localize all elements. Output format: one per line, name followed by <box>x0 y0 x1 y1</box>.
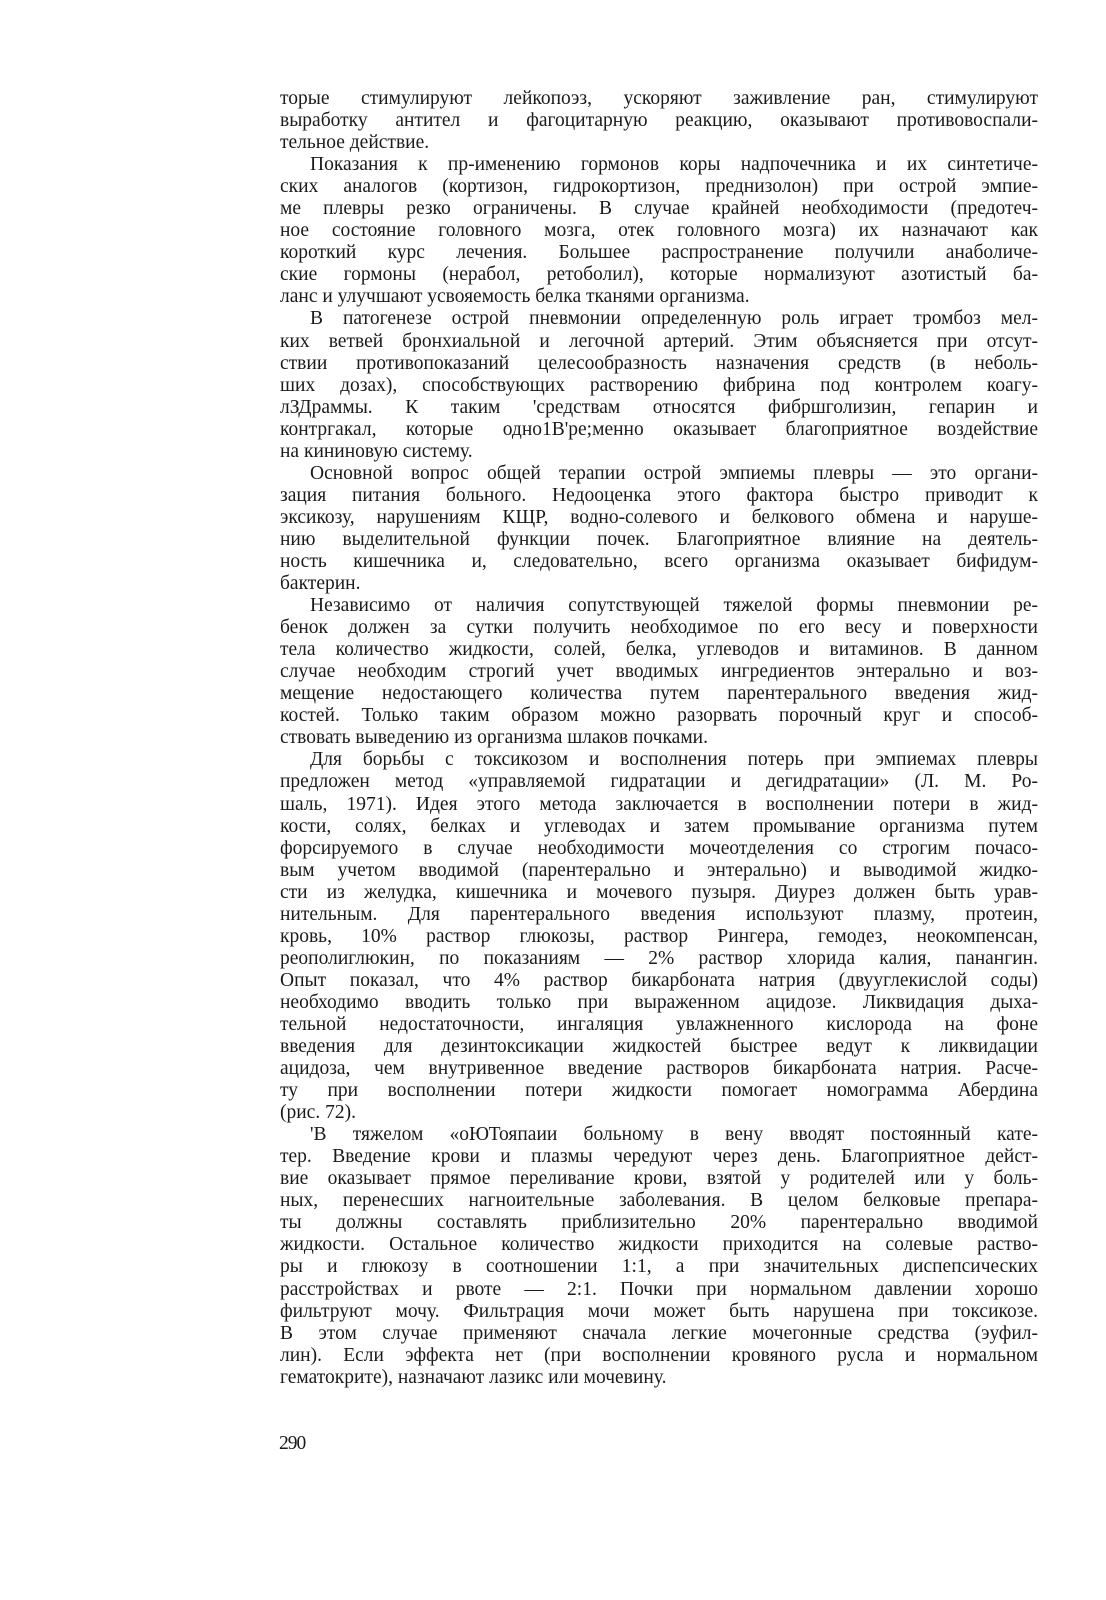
text-line: гематокрите), назначают лазикс или мочевину. <box>280 1366 667 1388</box>
text-line: тельное действие. <box>280 132 430 154</box>
text-line: ацидоза, чем внутривенное введение растворов бикарбоната натрия. Расче- <box>280 1058 1038 1080</box>
text-line: тельной недостаточности, ингаляция увлажненного кислорода на фоне <box>280 1013 1038 1035</box>
text-line: зация питания больного. Недооценка этого фактора быстро приводит к <box>280 484 1038 506</box>
text-line: ме плевры резко ограничены. В случае крайней необходимости (предотеч- <box>280 198 1038 220</box>
text-line: ские гормоны (нерабол, ретоболил), которые нормализуют азотистый ба- <box>280 264 1038 286</box>
text-line: форсируемого в случае необходимости мочеотделения со строгим почасо- <box>280 837 1038 859</box>
text-line: Основной вопрос общей терапии острой эмпиемы плевры — это органи- <box>310 462 1038 484</box>
text-line: нительным. Для парентерального введения используют плазму, протеин, <box>280 903 1038 925</box>
text-line: фильтруют мочу. Фильтрация мочи может быть нарушена при токсикозе. <box>280 1300 1038 1322</box>
text-line: ствии противопоказаний целесообразность назначения средств (в неболь- <box>280 352 1038 374</box>
text-line: ры и глюкозу в соотношении 1:1, а при значительных диспепсических <box>280 1256 1038 1278</box>
text-line: реополиглюкин, по показаниям — 2% раствор хлорида калия, панангин. <box>280 947 1038 969</box>
text-line: жидкости. Остальное количество жидкости приходится на солевые раство- <box>280 1234 1038 1256</box>
document-page-text <box>280 88 1038 1389</box>
text-line: ных, перенесших нагноительные заболевания. В целом белковые препара- <box>280 1190 1038 1212</box>
text-line: ких ветвей бронхиальной и легочной артерий. Этим объясняется при отсут- <box>280 330 1038 352</box>
text-line: 'В тяжелом «оЮТояпаии больному в вену вводят постоянный кате- <box>310 1124 1038 1146</box>
text-line: контргакал, которые одно1В'ре;менно оказывает благоприятное воздействие <box>280 418 1038 440</box>
text-line: бенок должен за сутки получить необходимое по его весу и поверхности <box>280 617 1038 639</box>
text-line: Показания к пр-именению гормонов коры надпочечника и их синтетиче- <box>310 154 1038 176</box>
text-line: сти из желудка, кишечника и мочевого пузыря. Диурез должен быть урав- <box>280 881 1038 903</box>
text-line: лЗДраммы. К таким 'средствам относятся фибршголизин, гепарин и <box>280 396 1038 418</box>
text-line: выработку антител и фагоцитарную реакцию, оказывают противовоспали- <box>280 110 1038 132</box>
text-line: костей. Только таким образом можно разорвать порочный круг и способ- <box>280 705 1038 727</box>
text-line: вым учетом вводимой (парентерально и энтерально) и выводимой жидко- <box>280 859 1038 881</box>
text-line: В этом случае применяют сначала легкие мочегонные средства (эуфил- <box>280 1322 1038 1344</box>
text-line: короткий курс лечения. Большее распространение получили анаболиче- <box>280 242 1038 264</box>
text-line: тер. Введение крови и плазмы чередуют через день. Благоприятное дейст- <box>280 1146 1038 1168</box>
text-line: ствовать выведению из организма шлаков почками. <box>280 727 708 749</box>
text-line: Независимо от наличия сопутствующей тяжелой формы пневмонии ре- <box>310 595 1038 617</box>
text-line: предложен метод «управляемой гидратации и дегидратации» (Л. М. Ро- <box>280 771 1038 793</box>
text-line: тела количество жидкости, солей, белка, углеводов и витаминов. В данном <box>280 639 1038 661</box>
text-line: Опыт показал, что 4% раствор бикарбоната натрия (двууглекислой соды) <box>280 969 1038 991</box>
text-line: случае необходим строгий учет вводимых ингредиентов энтерально и воз- <box>280 661 1038 683</box>
text-line: необходимо вводить только при выраженном ацидозе. Ликвидация дыха- <box>280 991 1038 1013</box>
text-line: вие оказывает прямое переливание крови, взятой у родителей или у боль- <box>280 1168 1038 1190</box>
text-line: ланс и улучшают усвояемость белка тканями организма. <box>280 286 750 308</box>
text-line: ту при восполнении потери жидкости помогает номограмма Абердина <box>280 1080 1038 1102</box>
text-line: расстройствах и рвоте — 2:1. Почки при нормальном давлении хорошо <box>280 1278 1038 1300</box>
text-line: введения для дезинтоксикации жидкостей быстрее ведут к ликвидации <box>280 1036 1038 1058</box>
text-line: ность кишечника и, следовательно, всего организма оказывает бифидум- <box>280 550 1038 572</box>
text-line: кости, солях, белках и углеводах и затем промывание организма путем <box>280 815 1038 837</box>
page-number: 290 <box>279 1433 306 1454</box>
text-line: В патогенезе острой пневмонии определенную роль играет тромбоз мел- <box>310 308 1038 330</box>
text-line: ное состояние головного мозга, отек головного мозга) их назначают как <box>280 220 1038 242</box>
text-line: мещение недостающего количества путем парентерального введения жид- <box>280 683 1038 705</box>
text-line: (рис. 72). <box>280 1102 356 1124</box>
text-line: ских аналогов (кортизон, гидрокортизон, преднизолон) при острой эмпие- <box>280 176 1038 198</box>
text-line: лин). Если эффекта нет (при восполнении кровяного русла и нормальном <box>280 1344 1038 1366</box>
text-line: шаль, 1971). Идея этого метода заключается в восполнении потери в жид- <box>280 793 1038 815</box>
text-line: ты должны составлять приблизительно 20% парентерально вводимой <box>280 1212 1038 1234</box>
text-line: эксикозу, нарушениям КЩР, водно-солевого и белкового обмена и наруше- <box>280 506 1038 528</box>
text-line: бактерин. <box>280 573 361 595</box>
text-line: торые стимулируют лейкопоэз, ускоряют заживление ран, стимулируют <box>280 88 1038 109</box>
text-line: нию выделительной функции почек. Благоприятное влияние на деятель- <box>280 528 1038 550</box>
text-line: на кининовую систему. <box>280 440 473 462</box>
text-line: Для борьбы с токсикозом и восполнения потерь при эмпиемах плевры <box>310 749 1038 771</box>
text-line: ших дозах), способствующих растворению фибрина под контролем коагу- <box>280 374 1038 396</box>
text-line: кровь, 10% раствор глюкозы, раствор Рингера, гемодез, неокомпенсан, <box>280 925 1038 947</box>
